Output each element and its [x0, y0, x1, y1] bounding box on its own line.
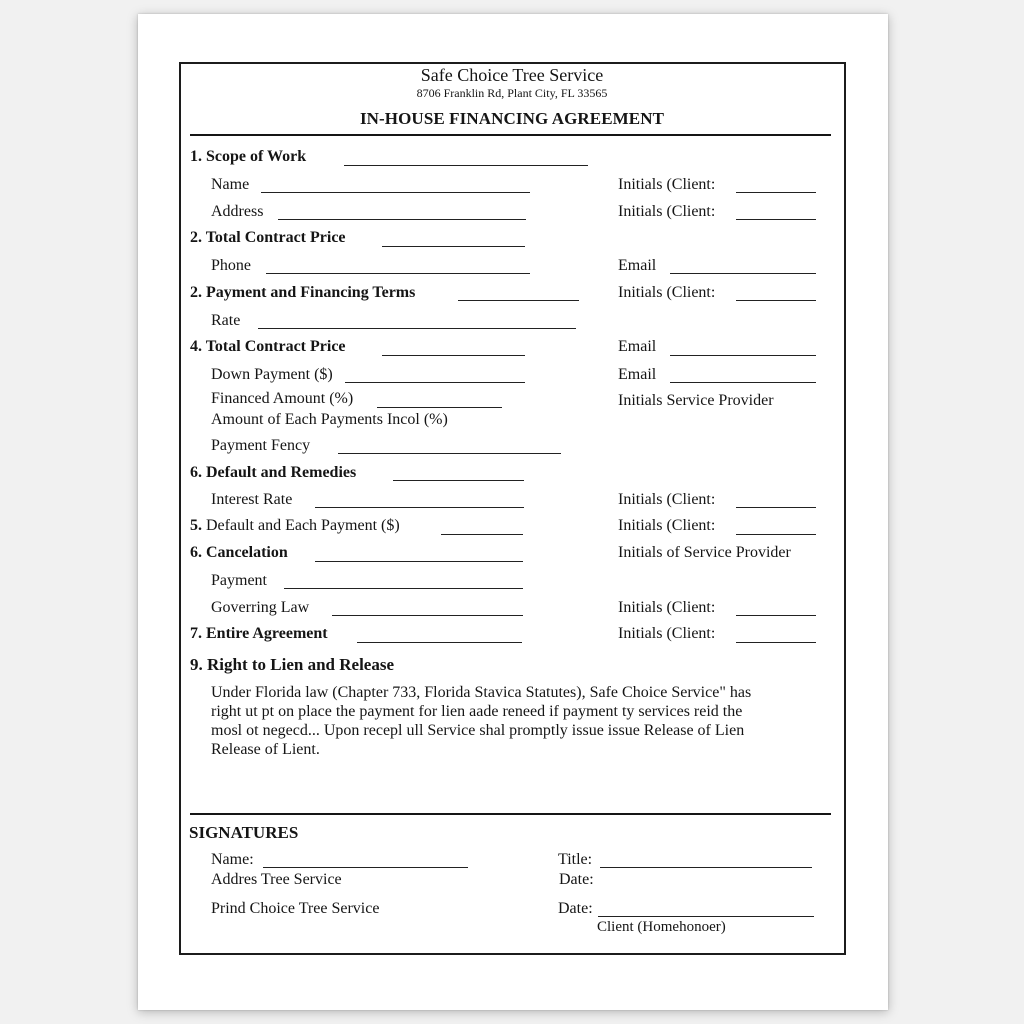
governing-law-label: Goverring Law: [211, 599, 310, 616]
email-label: Email: [618, 338, 657, 355]
initials-client-label: Initials (Client:: [618, 203, 716, 220]
initials-client-field[interactable]: [736, 300, 816, 301]
down-payment-field[interactable]: [345, 382, 525, 383]
phone-label: Phone: [211, 257, 251, 274]
payment-label: Payment: [211, 572, 267, 589]
company-name: Safe Choice Tree Service: [420, 65, 604, 85]
section-default-remedies: 6. Default and Remedies: [190, 464, 357, 481]
initials-client-label: Initials (Client:: [618, 491, 716, 508]
email-label: Email: [618, 257, 657, 274]
rate-label: Rate: [211, 312, 241, 329]
email-field[interactable]: [670, 355, 816, 356]
signature-name-field[interactable]: [263, 867, 468, 868]
payment-frequency-field[interactable]: [338, 453, 561, 454]
signature-name-label: Name:: [211, 851, 254, 868]
section-total-contract-price: 2. Total Contract Price: [190, 229, 346, 246]
scope-of-work-field[interactable]: [344, 165, 588, 166]
signature-line2-left: Addres Tree Service: [211, 871, 342, 888]
default-remedies-field[interactable]: [393, 480, 524, 481]
title-rule: [190, 134, 831, 136]
section-total-contract-price-4: 4. Total Contract Price: [190, 338, 346, 355]
signature-title-field[interactable]: [600, 867, 812, 868]
lien-paragraph-line: mosl ot negecd... Upon recepl ull Service shal promptly issue issue Release of Lien: [211, 722, 745, 739]
default-each-payment-label: 5. Default and Each Payment ($): [190, 517, 400, 534]
document-title: IN-HOUSE FINANCING AGREEMENT: [359, 109, 665, 128]
lien-paragraph: [211, 683, 821, 759]
entire-agreement-field[interactable]: [357, 642, 522, 643]
initials-client-field[interactable]: [736, 192, 816, 193]
signature-line3-left: Prind Choice Tree Service: [211, 900, 380, 917]
email-field[interactable]: [670, 382, 816, 383]
name-field[interactable]: [261, 192, 530, 193]
signatures-heading: SIGNATURES: [189, 823, 299, 842]
default-each-payment-field[interactable]: [441, 534, 523, 535]
rate-field[interactable]: [258, 328, 576, 329]
signature-date-label: Date:: [559, 871, 594, 888]
initials-service-provider-label: Initials Service Provider: [618, 392, 774, 409]
payment-terms-field[interactable]: [458, 300, 579, 301]
initials-service-provider-label: Initials of Service Provider: [618, 544, 791, 561]
initials-client-label: Initials (Client:: [618, 599, 716, 616]
section-entire-agreement: 7. Entire Agreement: [190, 625, 328, 642]
section-scope-of-work: 1. Scope of Work: [190, 148, 307, 165]
section-payment-financing-terms: 2. Payment and Financing Terms: [190, 284, 416, 301]
section-cancelation: 6. Cancelation: [190, 544, 288, 561]
address-field[interactable]: [278, 219, 526, 220]
total-contract-price-field[interactable]: [382, 246, 525, 247]
signature-date-label-2: Date:: [558, 900, 593, 917]
payment-field[interactable]: [284, 588, 523, 589]
signatures-rule: [190, 813, 831, 815]
lien-paragraph-line: right ut pt on place the payment for lien aade reneed if payment ty services reid the: [211, 703, 743, 720]
initials-client-label: Initials (Client:: [618, 284, 716, 301]
phone-field[interactable]: [266, 273, 530, 274]
initials-client-label: Initials (Client:: [618, 625, 716, 642]
initials-client-field[interactable]: [736, 615, 816, 616]
client-homeowner-caption: Client (Homehonoer): [597, 919, 726, 935]
governing-law-field[interactable]: [332, 615, 523, 616]
company-address: 8706 Franklin Rd, Plant City, FL 33565: [416, 86, 608, 100]
initials-client-field[interactable]: [736, 507, 816, 508]
default-each-payment-visible: Default and Each Payment ($): [206, 517, 400, 534]
initials-client-label: Initials (Client:: [618, 517, 716, 534]
email-field[interactable]: [670, 273, 816, 274]
address-label: Address: [211, 203, 264, 220]
total-contract-price-4-field[interactable]: [382, 355, 525, 356]
financed-amount-label: Financed Amount (%): [211, 390, 354, 407]
financed-amount-field[interactable]: [377, 407, 502, 408]
payment-frequency-label: Payment Fency: [211, 437, 311, 454]
amount-each-payment-label: Amount of Each Payments Incol (%): [211, 411, 448, 428]
lien-paragraph-line: Under Florida law (Chapter 733, Florida Stavica Statutes), Safe Choice Service" has: [211, 684, 752, 701]
down-payment-label: Down Payment ($): [211, 366, 333, 383]
lien-paragraph-line: Release of Lient.: [211, 741, 320, 758]
interest-rate-field[interactable]: [315, 507, 524, 508]
initials-client-field[interactable]: [736, 534, 816, 535]
initials-client-field[interactable]: [736, 219, 816, 220]
name-label: Name: [211, 176, 250, 193]
signature-title-label: Title:: [558, 851, 593, 868]
initials-client-label: Initials (Client:: [618, 176, 716, 193]
section-right-to-lien: 9. Right to Lien and Release: [190, 655, 394, 674]
email-label: Email: [618, 366, 657, 383]
initials-client-field[interactable]: [736, 642, 816, 643]
cancelation-field[interactable]: [315, 561, 523, 562]
interest-rate-label: Interest Rate: [211, 491, 293, 508]
